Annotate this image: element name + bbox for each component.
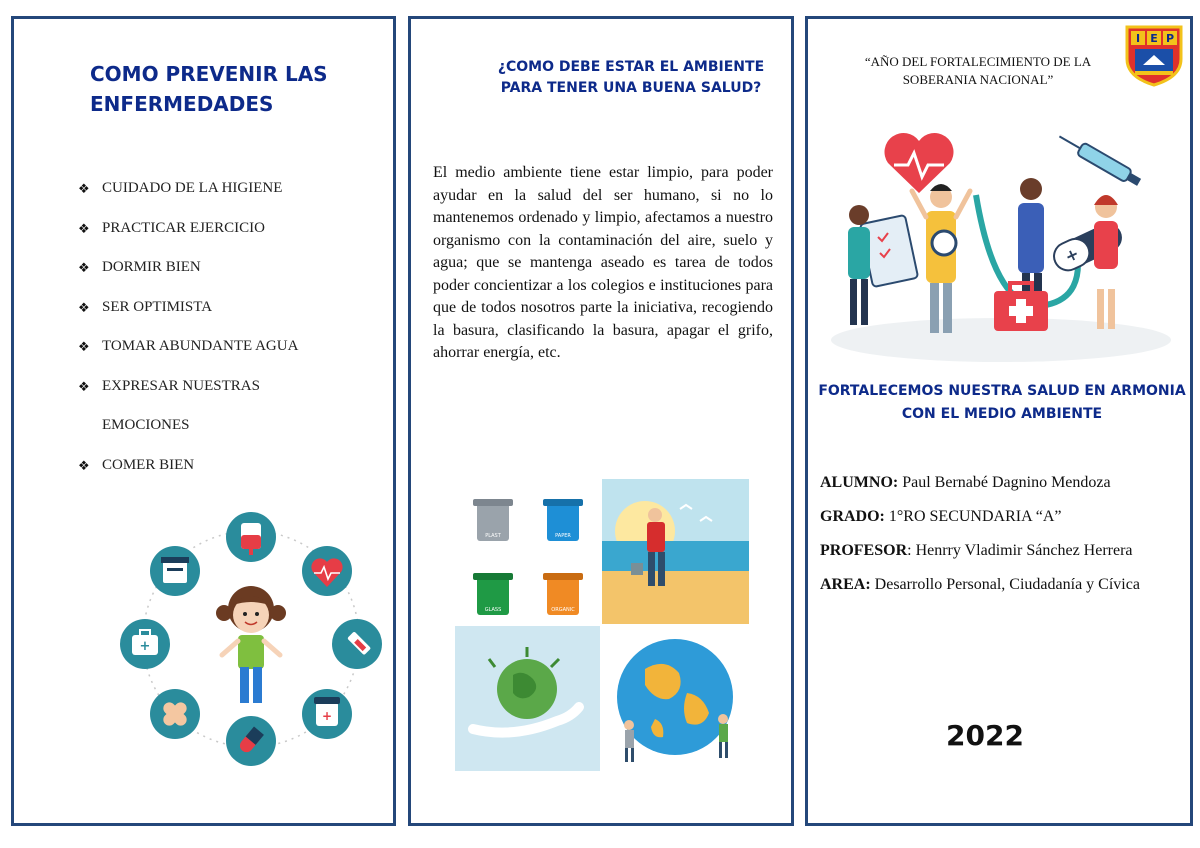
list-item: ❖ SER OPTIMISTA bbox=[78, 288, 362, 328]
list-item: ❖ DORMIR BIEN bbox=[78, 248, 362, 288]
hand-globe-image bbox=[455, 626, 600, 771]
list-item: ❖ EXPRESAR NUESTRAS bbox=[78, 367, 362, 407]
svg-text:+: + bbox=[321, 709, 333, 723]
recycle-bin-icon bbox=[473, 499, 513, 541]
medkit-icon bbox=[120, 619, 170, 669]
recycle-bin-icon bbox=[543, 573, 583, 615]
bullet-diamond-icon: ❖ bbox=[78, 339, 90, 354]
panel1-title: COMO PREVENIR LAS ENFERMEDADES bbox=[90, 62, 328, 116]
svg-text:+: + bbox=[139, 639, 151, 654]
syringe-icon bbox=[332, 619, 382, 669]
prevention-list bbox=[78, 169, 362, 485]
bullet-diamond-icon: ❖ bbox=[78, 260, 90, 275]
nurse-figure bbox=[1094, 195, 1118, 329]
bullet-diamond-icon: ❖ bbox=[78, 457, 90, 473]
globe-icon bbox=[602, 626, 749, 771]
panel3-title: FORTALECEMOS NUESTRA SALUD EN ARMONIA CON EL MEDIO AMBIENTE bbox=[818, 383, 1186, 422]
bullet-diamond-icon: ❖ bbox=[78, 378, 90, 394]
child-figure bbox=[216, 586, 286, 703]
teacher-row: PROFESOR: Henrry Vladimir Sánchez Herrera bbox=[820, 542, 1133, 559]
area-row: AREA: Desarrollo Personal, Ciudadanía y Cívica bbox=[820, 576, 1140, 593]
recycle-bin-icon bbox=[543, 499, 583, 541]
list-item: ❖ COMER BIEN bbox=[78, 446, 362, 486]
list-item: ❖ TOMAR ABUNDANTE AGUA bbox=[78, 327, 362, 367]
school-logo-icon bbox=[1121, 21, 1187, 87]
bullet-diamond-icon: ❖ bbox=[78, 299, 90, 315]
beach-cleanup-image bbox=[602, 479, 749, 624]
panel2-body-text: El medio ambiente tiene estar limpio, para poder ayudar en la salud del ser humano, si no lo mantenemos ordenado y limpio, afectamos a nuestro organismo con la contaminación del aire, suelo y agua; que se mantenga aseado es tarea de todos poder concientizar a los colegios e instituciones para que de todos nosotros parte la iniciativa, recogiendo la basura, clasificando la basura, apagar el grifo, ahorrar energía, etc. bbox=[433, 164, 773, 361]
iv-bag-icon bbox=[226, 512, 276, 562]
syringe-icon bbox=[1056, 130, 1143, 188]
panel-environment bbox=[408, 16, 794, 826]
svg-text:P: P bbox=[1165, 32, 1175, 45]
svg-text:GLASS: GLASS bbox=[484, 607, 502, 613]
bullet-diamond-icon: ❖ bbox=[78, 181, 90, 196]
recycle-bins-image bbox=[473, 499, 583, 615]
svg-text:PAPER: PAPER bbox=[555, 533, 571, 539]
recycle-bin-icon bbox=[473, 573, 513, 615]
pill-icon bbox=[226, 716, 276, 766]
list-item-continuation: EMOCIONES bbox=[102, 417, 190, 433]
environment-collage bbox=[455, 479, 749, 771]
grade-row: GRADO: 1°RO SECUNDARIA “A” bbox=[820, 508, 1062, 525]
health-icons-illustration bbox=[114, 509, 389, 779]
panel2-title: ¿COMO DEBE ESTAR EL AMBIENTE PARA TENER UNA BUENA SALUD? bbox=[497, 59, 765, 96]
heart-icon bbox=[884, 133, 953, 193]
nurse-figure bbox=[912, 184, 970, 333]
svg-text:E: E bbox=[1150, 32, 1158, 45]
year-motto: “AÑO DEL FORTALECIMIENTO DE LA SOBERANIA NACIONAL” bbox=[864, 54, 1092, 87]
medicine-box-icon bbox=[150, 546, 200, 596]
svg-text:PLAST: PLAST bbox=[485, 533, 501, 539]
svg-text:I: I bbox=[1135, 32, 1141, 45]
bandage-icon bbox=[150, 689, 200, 739]
student-info bbox=[820, 472, 1160, 608]
svg-text:+: + bbox=[1061, 243, 1082, 267]
health-workers-illustration bbox=[826, 125, 1176, 365]
list-item: ❖ PRACTICAR EJERCICIO bbox=[78, 209, 362, 249]
heart-icon bbox=[302, 546, 352, 596]
year-label: 2022 bbox=[946, 719, 1024, 752]
panel-prevention bbox=[11, 16, 396, 826]
bullet-diamond-icon: ❖ bbox=[78, 220, 90, 236]
svg-text:ORGANIC: ORGANIC bbox=[551, 607, 575, 613]
student-name-row: ALUMNO: Paul Bernabé Dagnino Mendoza bbox=[820, 474, 1111, 491]
medicine-jar-icon bbox=[302, 689, 352, 739]
list-item: ❖ CUIDADO DE LA HIGIENE bbox=[78, 169, 362, 209]
panel-cover bbox=[805, 16, 1193, 826]
